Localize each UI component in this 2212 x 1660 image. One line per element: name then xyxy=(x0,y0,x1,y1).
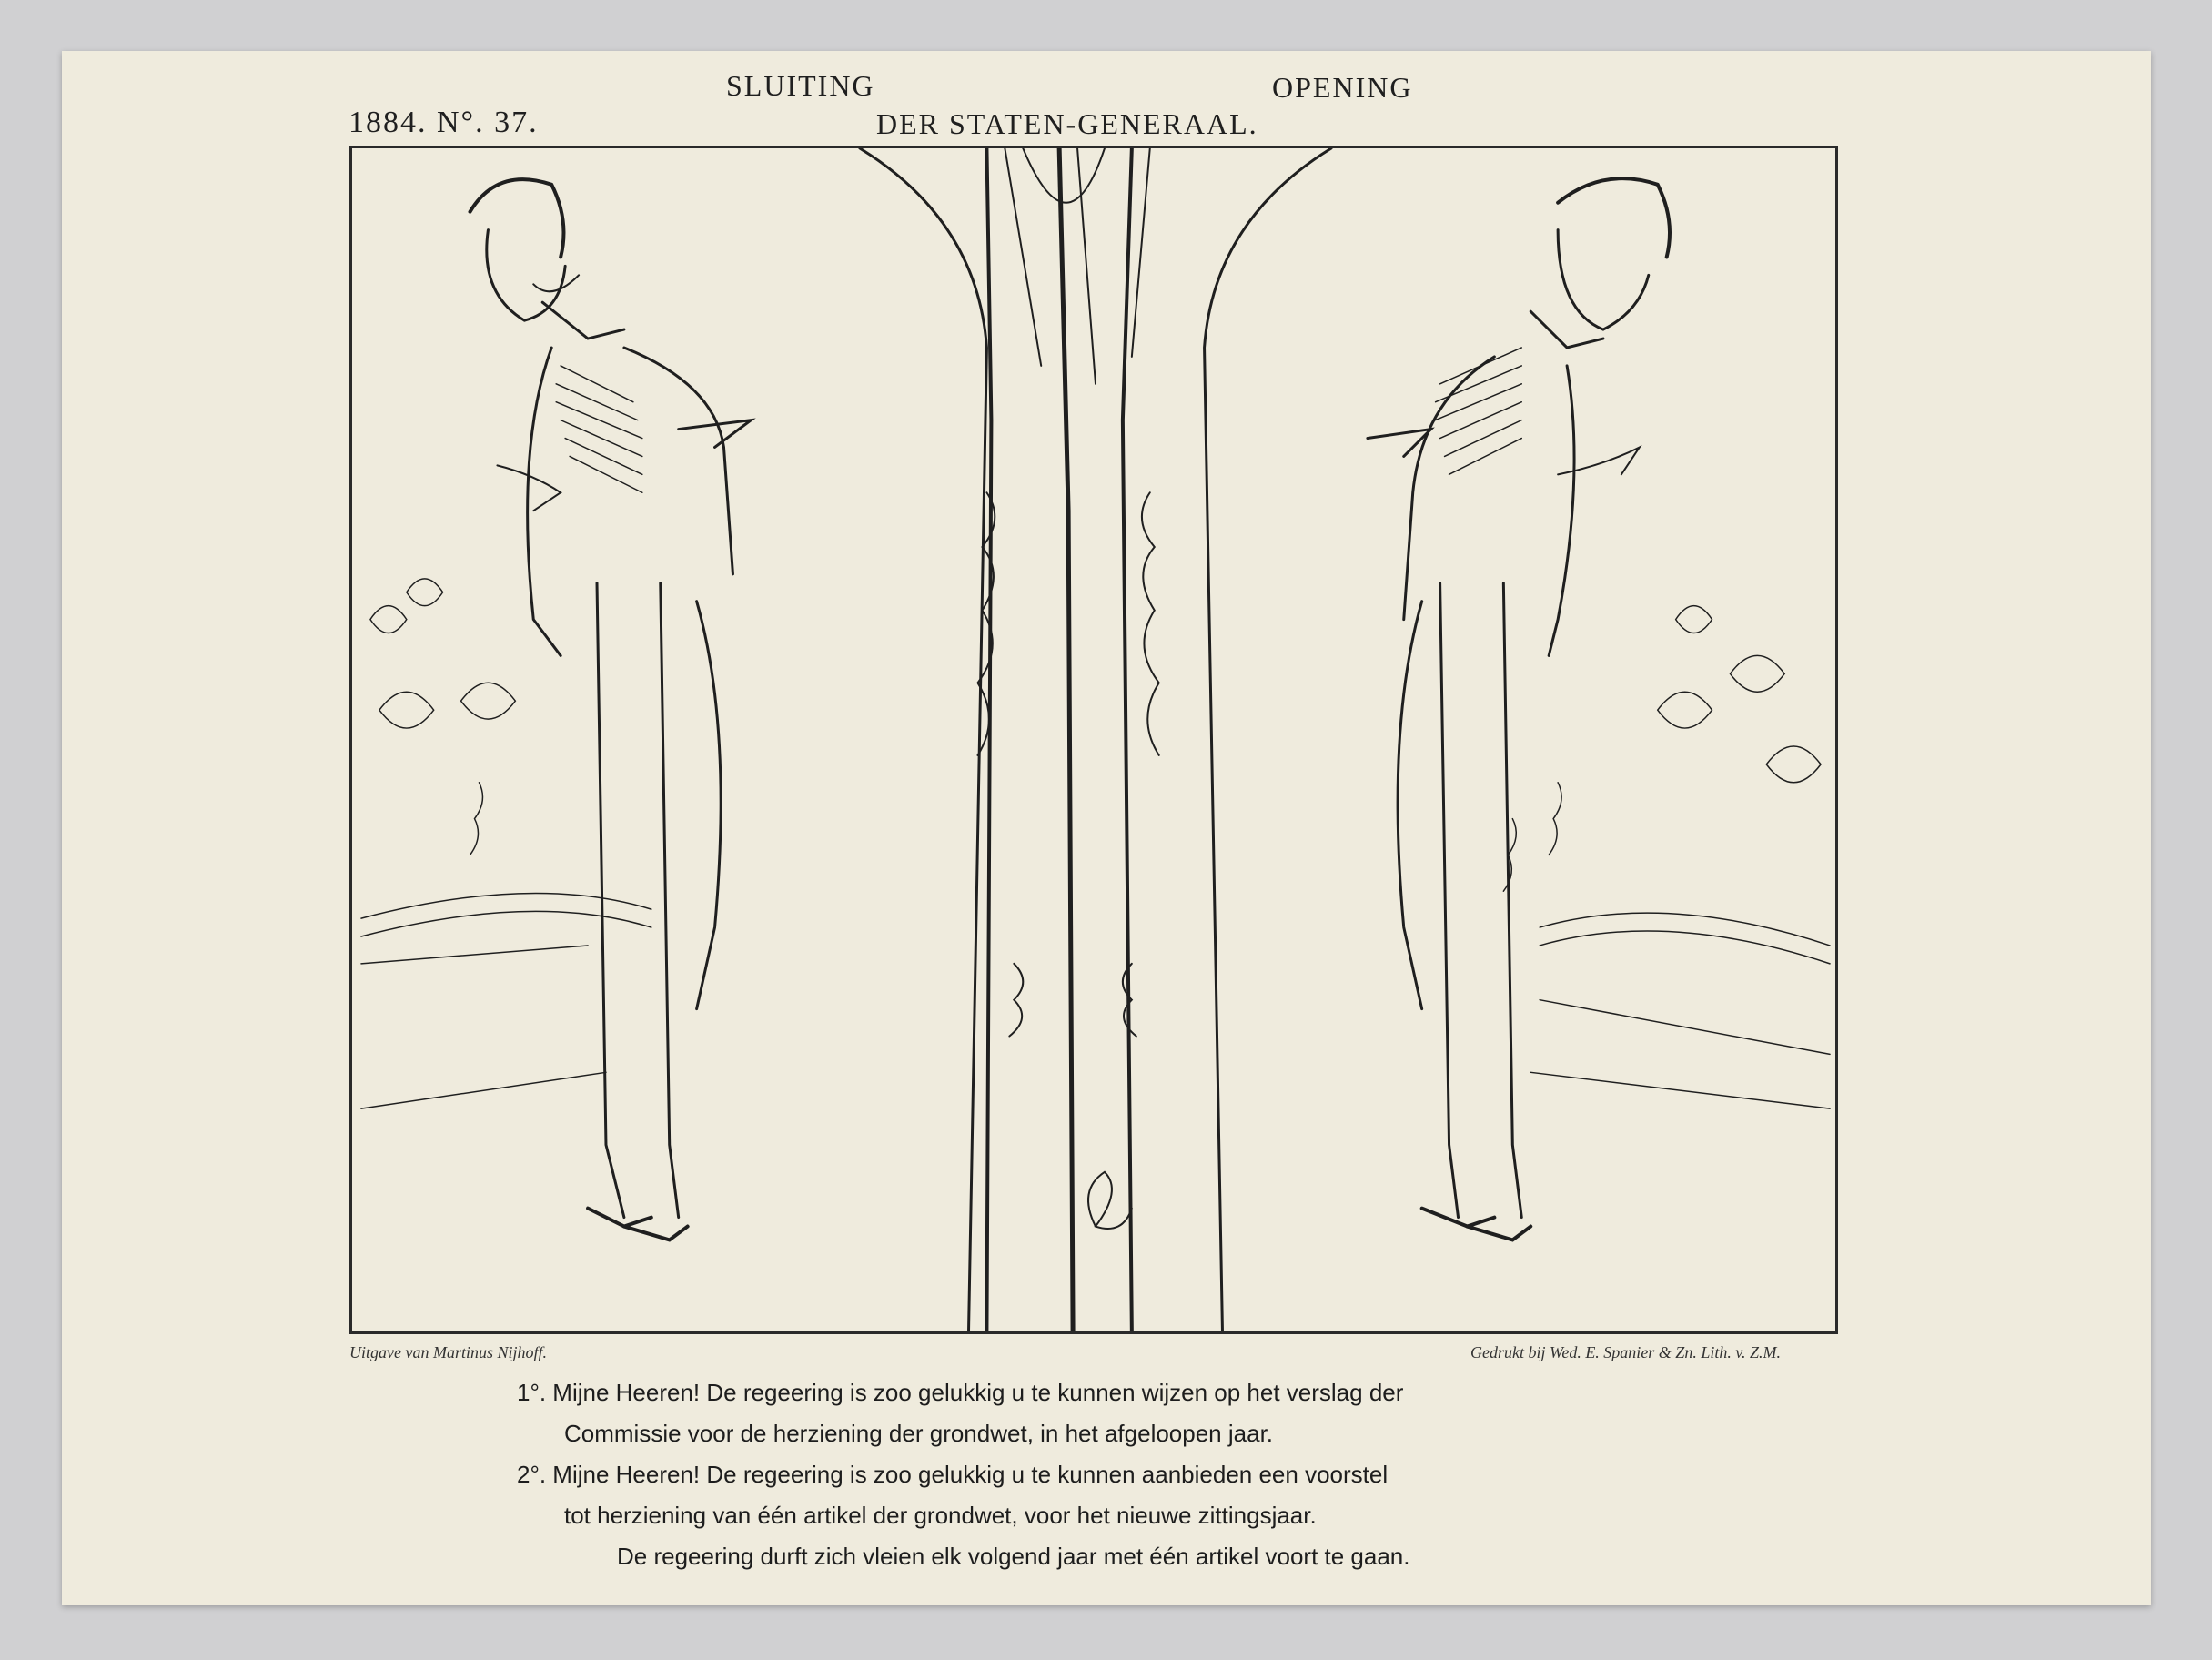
printer-credit: Gedrukt bij Wed. E. Spanier & Zn. Lith. v. Z.M. xyxy=(1470,1343,1781,1361)
caption-text xyxy=(517,1372,1791,1577)
floor-lines xyxy=(361,946,1830,1108)
artist-monogram xyxy=(1088,1172,1132,1229)
audience-right xyxy=(1503,606,1830,964)
caption-line-5: De regeering durft zich vleien elk volgend jaar met één artikel voort te gaan. xyxy=(617,1543,1410,1570)
illustration-frame xyxy=(349,146,1838,1334)
audience-left xyxy=(361,579,651,936)
central-column xyxy=(860,148,1331,1331)
publisher-credit: Uitgave van Martinus Nijhoff. xyxy=(349,1343,547,1361)
caption-line-2: Commissie voor de herziening der grondwet, in het afgeloopen jaar. xyxy=(564,1420,1274,1447)
heading-sluiting: SLUITING xyxy=(726,69,875,102)
print-sheet xyxy=(62,51,2151,1605)
issue-number: 1884. N°. 37. xyxy=(348,106,539,139)
caption-line-3: 2°. Mijne Heeren! De regeering is zoo gelukkig u te kunnen aanbieden een voorstel xyxy=(517,1461,1389,1488)
caption-line-1: 1°. Mijne Heeren! De regeering is zoo gelukkig u te kunnen wijzen op het verslag der xyxy=(517,1379,1404,1406)
caption-line-4: tot herziening van één artikel der grondwet, voor het nieuwe zittingsjaar. xyxy=(564,1502,1317,1529)
heading-opening: OPENING xyxy=(1272,71,1413,104)
right-figure xyxy=(1368,178,1670,1240)
left-figure xyxy=(470,179,752,1240)
heading-title: DER STATEN-GENERAAL. xyxy=(876,107,1258,140)
cartoon-illustration xyxy=(352,148,1835,1331)
